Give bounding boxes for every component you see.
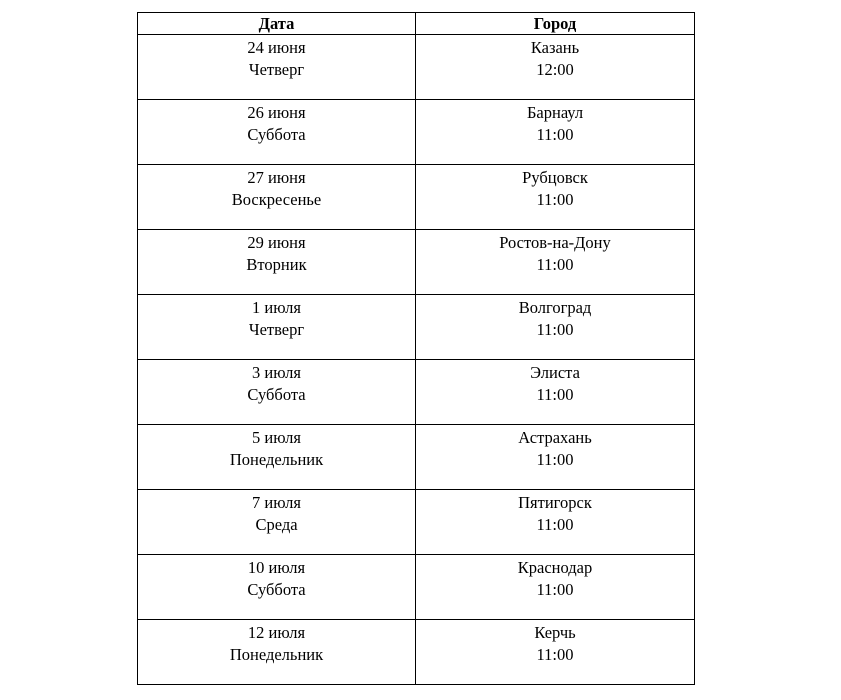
date-text: 10 июля	[247, 558, 306, 577]
table-row	[138, 360, 695, 425]
date-text: 1 июля	[252, 298, 301, 317]
table-row	[138, 425, 695, 490]
table-row	[138, 165, 695, 230]
city-text: Рубцовск	[522, 168, 588, 187]
city-cell	[416, 555, 695, 620]
weekday-text: Суббота	[247, 125, 306, 144]
city-text: Астрахань	[518, 428, 592, 447]
city-text: Барнаул	[526, 103, 584, 122]
city-text: Элиста	[530, 363, 580, 382]
time-text: 11:00	[536, 450, 574, 469]
time-text: 11:00	[536, 125, 574, 144]
date-cell	[138, 100, 416, 165]
date-cell	[138, 425, 416, 490]
weekday-text: Четверг	[248, 320, 305, 339]
date-column-header: Дата	[138, 13, 416, 35]
date-text: 26 июня	[247, 103, 306, 122]
city-cell	[416, 425, 695, 490]
table-row	[138, 295, 695, 360]
table-row	[138, 35, 695, 100]
time-text: 11:00	[536, 190, 574, 209]
city-text: Волгоград	[518, 298, 592, 317]
date-cell	[138, 295, 416, 360]
city-text: Керчь	[534, 623, 576, 642]
date-text: 12 июля	[247, 623, 306, 642]
city-cell	[416, 490, 695, 555]
city-cell	[416, 360, 695, 425]
date-cell	[138, 555, 416, 620]
table-row	[138, 555, 695, 620]
date-text: 7 июля	[252, 493, 301, 512]
weekday-text: Вторник	[246, 255, 307, 274]
city-cell	[416, 35, 695, 100]
date-cell	[138, 35, 416, 100]
date-text: 27 июня	[247, 168, 306, 187]
city-cell	[416, 620, 695, 685]
time-text: 11:00	[536, 580, 574, 599]
city-text: Пятигорск	[518, 493, 592, 512]
weekday-text: Четверг	[248, 60, 305, 79]
weekday-text: Среда	[255, 515, 298, 534]
weekday-text: Воскресенье	[231, 190, 322, 209]
city-cell	[416, 230, 695, 295]
date-cell	[138, 620, 416, 685]
date-text: 29 июня	[247, 233, 306, 252]
table-row	[138, 620, 695, 685]
city-text: Ростов-на-Дону	[499, 233, 611, 252]
date-text: 3 июля	[252, 363, 301, 382]
date-cell	[138, 230, 416, 295]
time-text: 11:00	[536, 385, 574, 404]
weekday-text: Суббота	[247, 385, 306, 404]
date-cell	[138, 490, 416, 555]
time-text: 12:00	[536, 60, 574, 79]
date-cell	[138, 360, 416, 425]
city-cell	[416, 295, 695, 360]
city-text: Казань	[530, 38, 580, 57]
city-cell	[416, 165, 695, 230]
city-column-header: Город	[416, 13, 695, 35]
table-row	[138, 490, 695, 555]
time-text: 11:00	[536, 515, 574, 534]
table-header-row	[138, 13, 695, 35]
weekday-text: Понедельник	[229, 645, 324, 664]
table-row	[138, 230, 695, 295]
date-text: 24 июня	[247, 38, 306, 57]
weekday-text: Суббота	[247, 580, 306, 599]
time-text: 11:00	[536, 255, 574, 274]
weekday-text: Понедельник	[229, 450, 324, 469]
date-text: 5 июля	[252, 428, 301, 447]
time-text: 11:00	[536, 320, 574, 339]
time-text: 11:00	[536, 645, 574, 664]
date-cell	[138, 165, 416, 230]
city-text: Краснодар	[517, 558, 593, 577]
city-cell	[416, 100, 695, 165]
table-row	[138, 100, 695, 165]
schedule-table	[137, 12, 695, 685]
